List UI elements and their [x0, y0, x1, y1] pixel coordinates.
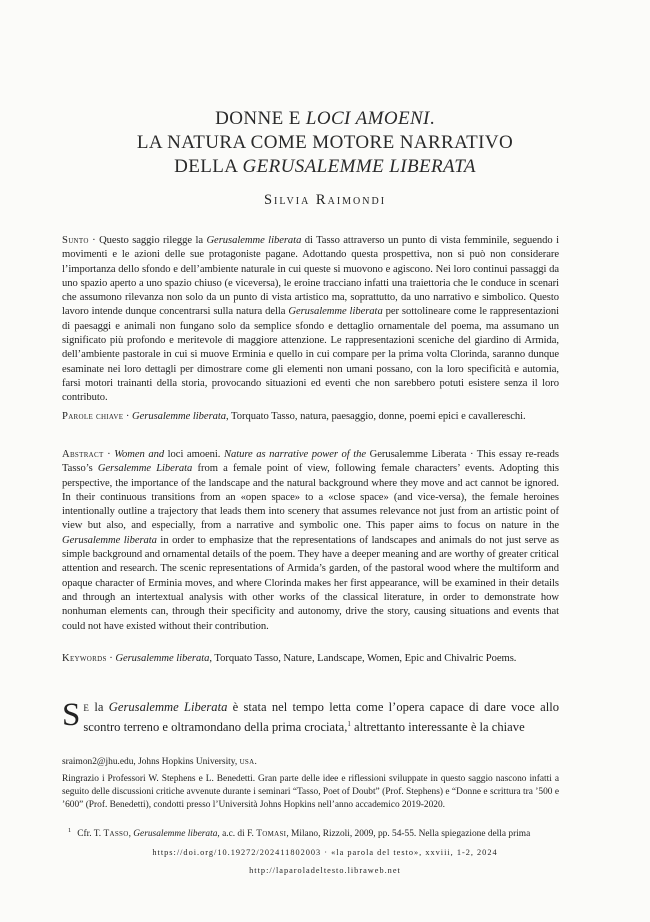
author-name: Silvia Raimondi — [263, 192, 387, 208]
sunto-label: Sunto — [62, 235, 89, 246]
footnote-ref[interactable]: 1 — [347, 720, 351, 728]
keywords-paragraph: Keywords · Gerusalemme liberata, Torquato Tasso, Nature, Landscape, Women, Epic and Chivalric Poems. — [62, 653, 517, 664]
body-paragraph: Se la Gerusalemme Liberata è stata nel tempo letta come l’opera capace di dare voce allo scontro terreno e oltramondano della prima crociata,$^1$ altrettanto interessante è la chiave — [62, 697, 559, 735]
drop-cap: S — [62, 697, 81, 733]
article-title-line-2: LA NATURA COME MOTORE NARRATIVO — [136, 132, 514, 153]
article-title-line-3: DELLA GERUSALEMME LIBERATA — [174, 156, 476, 177]
acknowledgements-note: Ringrazio i Professori W. Stephens e L. Benedetti. Gran parte delle idee e riflessioni sviluppate in questo saggio nascono infatti a seguito delle discussioni critiche avvenute durante i seminari “Tasso, Poet of Doubt” (Prof. Stephens) e “Donne e scrittura tra ’500 e ’600” (Prof. Benedetti), condotti presso l’Università Johns Hopkins nell’anno accademico 2019-2020. — [62, 774, 559, 810]
sunto-paragraph: Sunto · Questo saggio rilegge la Gerusalemme liberata di Tasso attraverso un punto di vista femminile, seguendo i movimenti e le azioni delle sue protagoniste pagane. Adottando questa prospettiva, non si può non considerare l’importanza dello sfondo e dell’ambiente naturale in cui queste si muovono e agiscono. Nei loro continui passaggi da uno spazio aperto a uno spazio chiuso (e viceversa), le eroine tracciano infatti una traiettoria che le conduce in scenari che assumono rilevanza non solo da un punto di vista artistico ma, soprattutto, da uno narrativo e simbolico. Questo lavoro intende dunque concentrarsi sulla natura della Gerusalemme liberata per sottolineare come le rappresentazioni di paesaggi e animali non fungano solo da semplice sfondo e dettaglio ornamentale del poema, ma assumano un significato più profondo e meritevole di maggiore attenzione. Le rappresentazioni sceniche del giardino di Armida, dell’ambiente pastorale in cui si muove Erminia e quello in cui compare per la prima volta Clorinda, saranno dunque esaminate nei loro dettagli per dimostrare come gli elementi non umani possano, con la loro specificità e automia, farsi motori trainanti della storia, provocando situazioni ed eventi che non sarebbero potuti esistere senza il loro contributo. — [62, 235, 559, 404]
author-affiliation-note: sraimon2@jhu.edu, Johns Hopkins University, usa. — [62, 757, 257, 767]
website-footer[interactable]: http://laparoladeltesto.libraweb.net — [249, 866, 401, 875]
footnote-number: 1 — [68, 827, 72, 834]
keywords-label: Keywords — [62, 653, 107, 664]
abstract-paragraph: Abstract · Women and loci amoeni. Nature as narrative power of the Gerusalemme Liberata · This essay re-reads Tasso’s Gersalemme Liberata from a female point of view, following female characters’ events. Adopting this perspective, the importance of the landscape and the natural background where they move and act cannot be ignored. In their continuous transitions from an «open space» to a «close space» (and vice-versa), the female heroines intentionally outline a trajectory that leads them into scenery that assumes relevance not just from an artistic point of view but also, and especially, from a narrative and symbolic one. This paper aims to focus on nature in the Gerusalemme liberata in order to emphasize that the representations of landscapes and animals do not just serve as simple background and ornamental details of the poem. They have a deeper meaning and are worthy of greater critical attention and research. The scenic representations of Armida’s garden, of the pastoral wood where the multiform and opaque character of Erminia moves, and where Clorinda makes her first appearance, will be examined in their details and through an intertextual analysis with other works of the classical literature, in order to demonstrate how nonhuman elements can, through their specificity and autonomy, drive the story, causing situations and events that could not have existed without their contribution. — [62, 449, 559, 632]
parole-chiave-paragraph: Parole chiave · Gerusalemme liberata, Torquato Tasso, natura, paesaggio, donne, poemi epici e cavallereschi. — [62, 411, 526, 422]
article-title-line-1: DONNE E LOCI AMOENI. — [215, 108, 435, 129]
parole-chiave-label: Parole chiave — [62, 411, 124, 422]
doi-footer[interactable]: https://doi.org/10.19272/202411802003 · «la parola del testo», xxviii, 1-2, 2024 — [152, 848, 498, 857]
footnote-1: $^1$ Cfr. T. Tasso, Gerusalemme liberata, a.c. di F. Tomasi, Milano, Rizzoli, 2009, pp. 54-55. Nella spiegazione della prima — [68, 827, 531, 840]
abstract-label: Abstract — [62, 449, 104, 460]
